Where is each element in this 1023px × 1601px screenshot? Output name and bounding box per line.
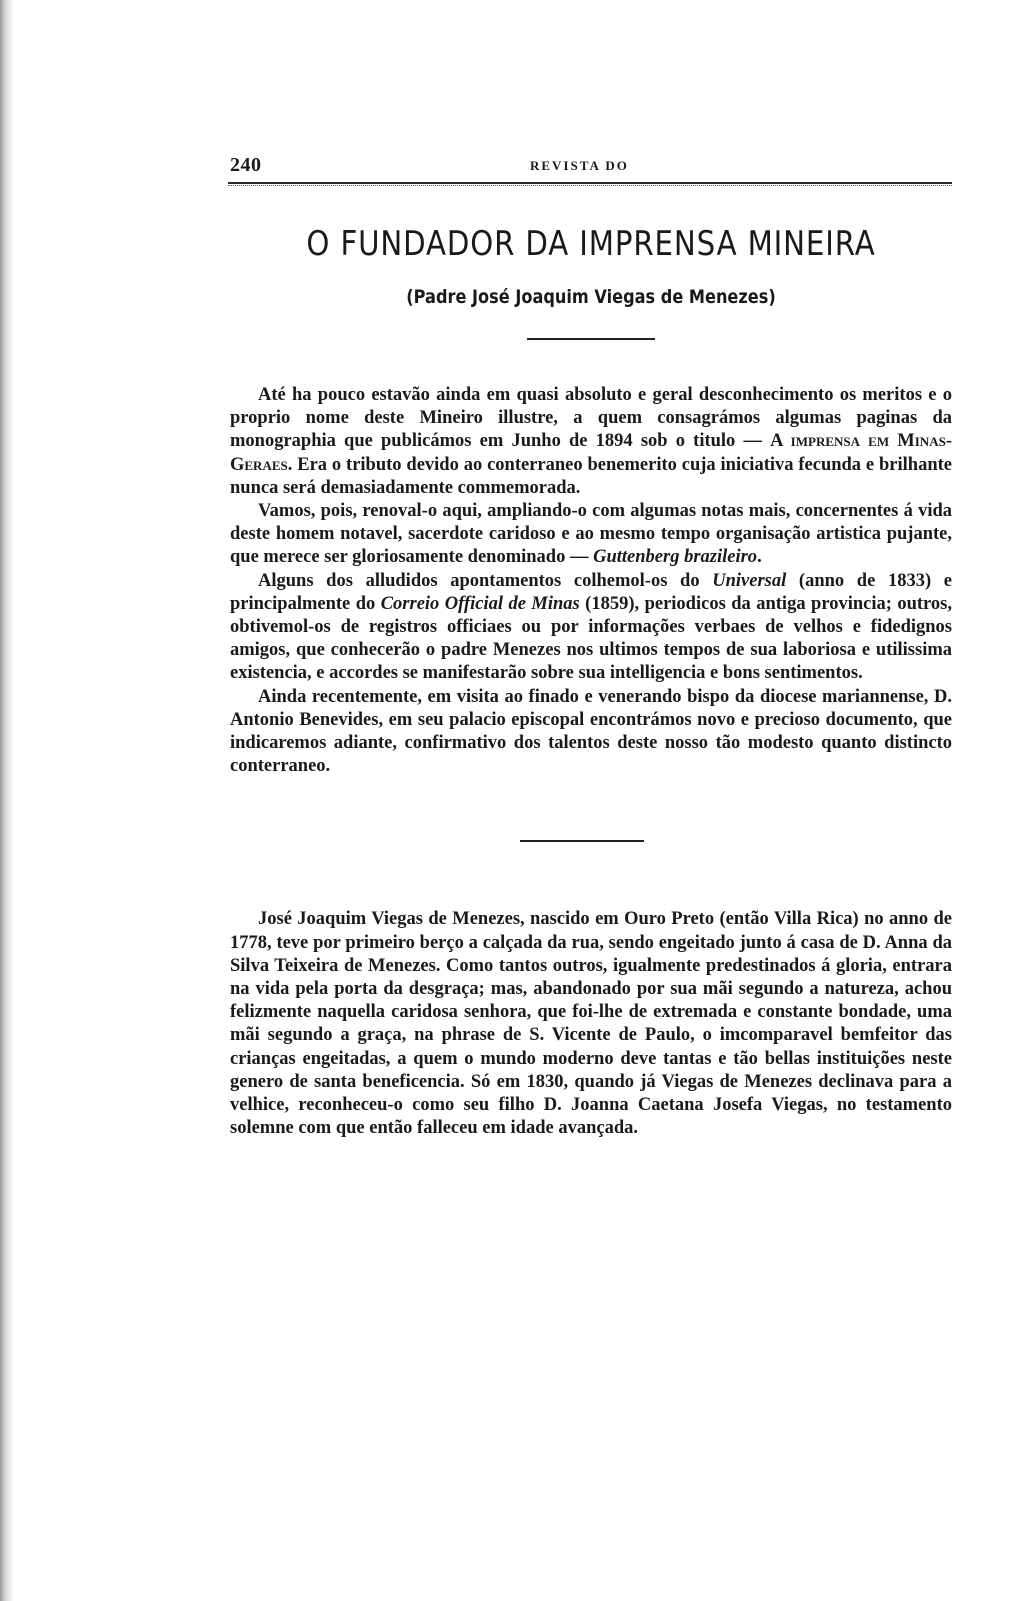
section-divider-middle — [520, 840, 644, 842]
biography-section — [230, 908, 952, 1140]
page-edge-shadow — [0, 0, 14, 1601]
paragraph-3: Alguns dos alludidos apontamentos colhemol-os do Universal (anno de 1833) e principalmente do Correio Official de Minas (1859), periodicos da antiga provincia; outros, obtivemol-os de registros officiaes ou por informações verbaes de velhos e fidedignos amigos, que conhecerão o padre Menezes nos ultimos tempos de sua laboriosa e utilissima existencia, e accordes se manifestarão sobre sua intelligencia e bons sentimentos. — [230, 570, 952, 684]
paragraph-5: José Joaquim Viegas de Menezes, nascido em Ouro Preto (então Villa Rica) no anno de 1778, teve por primeiro berço a calçada da rua, sendo engeitado junto á casa de D. Anna da Silva Teixeira de Menezes. Como tantos outros, igualmente predestinados á gloria, entrara na vida pela porta da desgraça; mas, abandonado por sua mãi segundo a natureza, achou felizmente naquella caridosa senhora, que foi-lhe de extremada e constante bondade, uma mãi segundo a graça, na phrase de S. Vicente de Paulo, o imcomparavel bemfeitor das crianças engeitadas, a quem o mundo moderno deve tantas e tão bellas instituições neste genero de santa beneficencia. Só em 1830, quando já Viegas de Menezes declinava para a velhice, reconheceu-o como seu filho D. Joanna Caetana Josefa Viegas, no testamento solemne com que então falleceu em idade avançada. — [230, 909, 952, 1139]
article-subtitle: (Padre José Joaquim Viegas de Menezes) — [406, 286, 776, 308]
header-rule-dotted — [228, 185, 952, 186]
article-title: O FUNDADOR DA IMPRENSA MINEIRA — [306, 224, 876, 264]
document-page — [230, 150, 952, 1140]
header-rule — [228, 182, 952, 184]
periodical-universal: Universal — [712, 570, 787, 591]
monograph-title: A imprensa em Minas-Geraes — [230, 431, 952, 475]
periodical-correio: Correio Official de Minas — [380, 593, 580, 614]
journal-name: REVISTA DO — [530, 158, 629, 173]
paragraph-2: Vamos, pois, renoval-o aqui, ampliando-o com algumas notas mais, concernentes á vida deste homem notavel, sacerdote caridoso e ao mesmo tempo organisação artistica pujante, que merece ser gloriosamente denominado — Guttenberg brazileiro. — [230, 501, 952, 568]
paragraph-1: Até ha pouco estavão ainda em quasi absoluto e geral desconhecimento os meritos e o proprio nome deste Mineiro illustre, a quem consagrámos algumas paginas da monographia que publicámos em Junho de 1894 sob o titulo — A imprensa em Minas-Geraes. Era o tributo devido ao conterraneo benemerito cuja iniciativa fecunda e brilhante nunca será demasiadamente commemorada. — [230, 385, 952, 498]
intro-section — [230, 384, 952, 778]
page-number: 240 — [230, 154, 262, 176]
section-divider-top — [527, 338, 655, 340]
paragraph-4: Ainda recentemente, em visita ao finado e venerando bispo da diocese mariannense, D. Antonio Benevides, em seu palacio episcopal encontrámos novo e precioso documento, que indicaremos adiante, confirmativo dos talentos deste nosso tão modesto quanto distincto conterraneo. — [230, 686, 952, 777]
running-head — [230, 150, 952, 180]
guttenberg-epithet: Guttenberg brazileiro — [593, 547, 758, 568]
